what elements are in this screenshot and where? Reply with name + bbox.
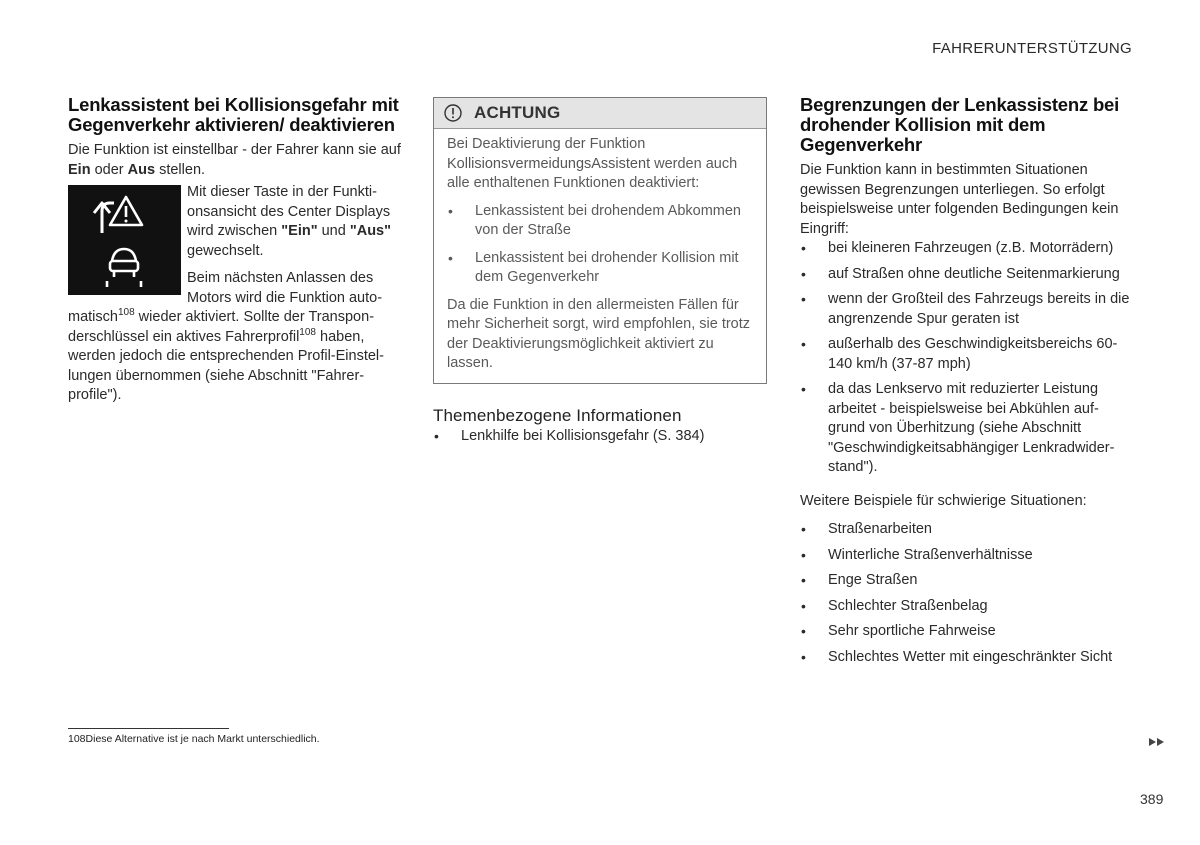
related-heading: Themenbezogene Informationen xyxy=(433,405,682,425)
more-examples-intro: Weitere Beispiele für schwierige Situationen: xyxy=(800,492,1087,509)
list-item: • Schlechter Straßenbelag xyxy=(800,597,1130,617)
aus-label: Aus xyxy=(127,161,156,178)
activation-intro: Die Funktion ist einstellbar - der Fahrer kann sie auf Ein oder Aus stellen. xyxy=(68,142,401,178)
warning-recommendation: Da die Funktion in den allermeisten Fällen für mehr Sicherheit sorgt, wird empfohlen, sie trotz der Deaktivierungsmöglichkeit aktiviert zu lassen. xyxy=(447,296,751,371)
car-front-lane-icon xyxy=(104,243,144,289)
warning-title: ACHTUNG xyxy=(474,103,561,122)
list-item: • Straßenarbeiten xyxy=(800,520,1130,540)
related-link[interactable]: • Lenkhilfe bei Kollisionsgefahr (S. 384) xyxy=(433,427,767,447)
limitations-heading: Begrenzungen der Lenkassistenz bei drohender Kollision mit dem Gegenverkehr xyxy=(800,94,1120,155)
related-info xyxy=(433,406,767,447)
column-limitations xyxy=(800,95,1130,673)
list-item: • Lenkassistent bei drohendem Abkommen von der Straße xyxy=(447,202,754,241)
list-item: • Enge Straßen xyxy=(800,571,1130,591)
section-header: FAHRERUNTERSTÜTZUNG xyxy=(932,40,1132,57)
list-item: • Sehr sportliche Fahrweise xyxy=(800,622,1130,642)
footnote-divider xyxy=(68,728,229,729)
limitations-list xyxy=(800,239,1130,478)
list-item: • wenn der Großteil des Fahrzeugs bereits in die angrenzende Spur geraten ist xyxy=(800,290,1130,329)
footnote-ref[interactable]: 108 xyxy=(117,307,135,318)
footnote-ref[interactable]: 108 xyxy=(299,326,316,338)
button-description: Mit dieser Taste in der Funktionsansicht des Center Displays wird zwischen "Ein" und "Aus" gewechselt. xyxy=(187,184,391,259)
oncoming-collision-warning-icon xyxy=(90,193,150,239)
activation-heading: Lenkassistent bei Kollisionsgefahr mit Gegenverkehr aktivieren/ deaktivieren xyxy=(68,94,399,135)
ein-label: Ein xyxy=(68,161,91,178)
page-number: 389 xyxy=(1140,791,1164,807)
column-warning xyxy=(433,97,767,446)
warning-header xyxy=(434,98,766,129)
list-item: • Schlechtes Wetter mit eingeschränkter Sicht xyxy=(800,648,1130,668)
warning-list xyxy=(447,202,754,288)
footnote: 108Diese Alternative ist je nach Markt unterschiedlich. xyxy=(68,733,320,745)
list-item: • da das Lenkservo mit reduzierter Leistung arbeitet - beispielsweise bei Abkühlen aufgrund von Überhitzung (siehe Abschnitt "Geschwindigkeitsabhängiger Lenkradwiderstand"). xyxy=(800,380,1130,478)
list-item: • Winterliche Straßenverhältnisse xyxy=(800,546,1130,566)
warning-box xyxy=(433,97,767,384)
more-examples-list xyxy=(800,520,1130,667)
list-item: • bei kleineren Fahrzeugen (z.B. Motorrädern) xyxy=(800,239,1130,259)
list-item: • auf Straßen ohne deutliche Seitenmarkierung xyxy=(800,265,1130,285)
function-name: KollisionsvermeidungsAssistent xyxy=(447,155,651,172)
info-icon xyxy=(444,104,462,122)
column-activation xyxy=(68,95,404,406)
warning-text: Bei Deaktivierung der Funktion KollisionsvermeidungsAssistent werden auch alle enthaltenen Funktionen deaktiviert: xyxy=(447,136,738,191)
warning-body xyxy=(434,129,766,383)
list-item: • Lenkassistent bei drohender Kollision mit dem Gegenverkehr xyxy=(447,249,754,288)
continue-arrows-icon[interactable] xyxy=(1148,737,1166,747)
function-button-image xyxy=(68,185,181,295)
limitations-intro: Die Funktion kann in bestimmten Situationen gewissen Begrenzungen unterliegen. So erfolgt beispielsweise unter folgenden Bedingungen kein Eingriff: xyxy=(800,162,1119,237)
list-item: • außerhalb des Geschwindigkeitsbereichs 60-140 km/h (37-87 mph) xyxy=(800,335,1130,374)
restart-description: Beim nächsten Anlassen des Motors wird die Funktion automatisch$^{108}$ wieder aktiviert. Sollte der Transponderschlüssel ein aktives Fahrerprofil$^{108}$ haben, werden jedoch die entsprechenden Profil-Einstellungen übernommen (siehe Abschnitt "Fahrerprofile"). xyxy=(68,270,384,403)
